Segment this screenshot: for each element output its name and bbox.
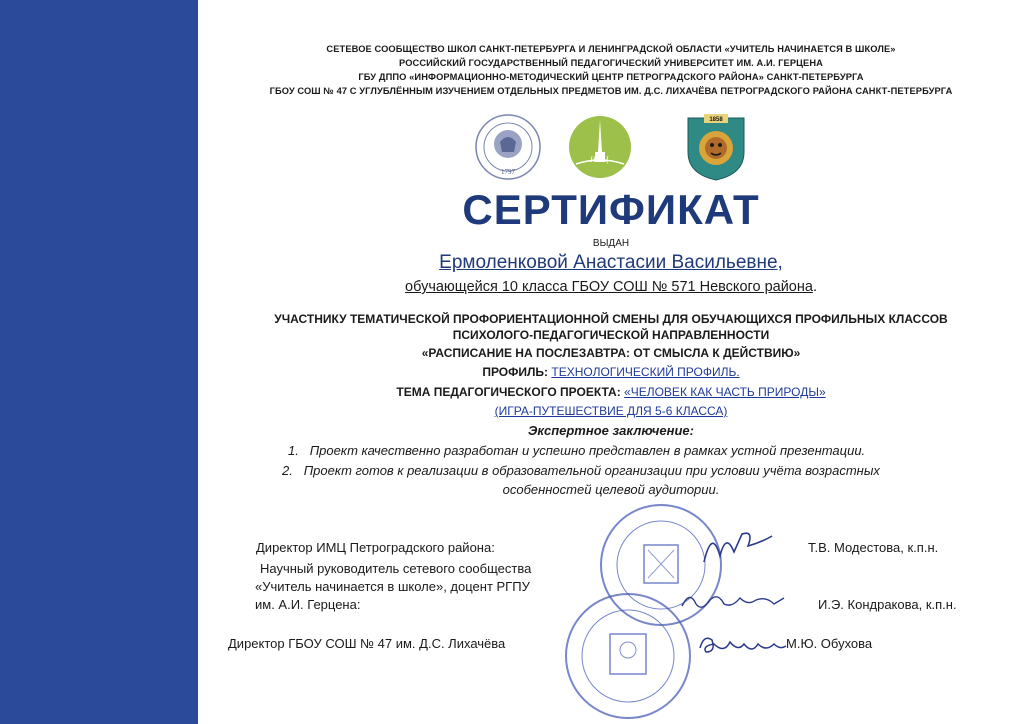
signature-modestova [698, 522, 778, 572]
event-line-2: ПСИХОЛОГО-ПЕДАГОГИЧЕСКОЙ НАПРАВЛЕННОСТИ [452, 328, 770, 342]
certificate-title: СЕРТИФИКАТ [462, 186, 760, 233]
conclusion-item-2-cont: особенностей целевой аудитории. [502, 482, 720, 497]
topic-line [198, 385, 1024, 399]
sig-imc-role: Директор ИМЦ Петроградского района: [256, 540, 495, 555]
item-number: 2. [282, 463, 293, 478]
topic-sub: (ИГРА-ПУТЕШЕСТВИЕ ДЛЯ 5-6 КЛАССА) [494, 404, 728, 418]
recipient-info: обучающейся 10 класса ГБОУ СОШ № 571 Невского района [405, 279, 813, 295]
item-text: Проект качественно разработан и успешно представлен в рамках устной презентации. [309, 443, 866, 458]
certificate-page [198, 0, 1024, 724]
sig-sci-role-3: им. А.И. Герцена: [255, 597, 361, 612]
side-band [0, 0, 198, 724]
signature-obukhova [694, 628, 790, 662]
imc-logo [568, 112, 632, 182]
item-number: 1. [288, 443, 299, 458]
org-line-2: РОССИЙСКИЙ ГОСУДАРСТВЕННЫЙ ПЕДАГОГИЧЕСКИЙ УНИВЕРСИТЕТ ИМ. А.И. ГЕРЦЕНА [399, 58, 823, 68]
conclusion-item-2 [282, 463, 880, 478]
signature-kondrakova [678, 586, 788, 616]
topic-sub-line [198, 404, 1024, 418]
topic-value: «ЧЕЛОВЕК КАК ЧАСТЬ ПРИРОДЫ» [624, 385, 826, 399]
sig-sci-role-1: Научный руководитель сетевого сообщества [260, 561, 532, 576]
org-line-4: ГБОУ СОШ № 47 С УГЛУБЛЁННЫМ ИЗУЧЕНИЕМ ОТДЕЛЬНЫХ ПРЕДМЕТОВ ИМ. Д.С. ЛИХАЧЁВА ПЕТРОГРАДСКОГО РАЙОНА САНКТ-ПЕТЕРБУРГА [269, 86, 953, 96]
sig-sci-name: И.Э. Кондракова, к.п.н. [818, 597, 957, 612]
profile-line [198, 365, 1024, 379]
item-text: Проект готов к реализации в образовательной организации при условии учёта возрастных [303, 463, 880, 478]
herzen-university-logo [470, 112, 546, 182]
logos-row [198, 112, 1024, 184]
sig-imc-name: Т.В. Модестова, к.п.н. [808, 540, 939, 555]
conclusion-title: Экспертное заключение: [528, 423, 694, 438]
recipient-name-line [198, 252, 1024, 274]
sig-school-name: М.Ю. Обухова [786, 636, 873, 651]
conclusion-item-1 [288, 443, 865, 458]
info-period: . [812, 279, 817, 295]
herzen-year: 1797 [501, 168, 515, 176]
recipient-info-line [198, 279, 1024, 295]
recipient-name: Ермоленковой Анастасии Васильевне [439, 252, 778, 273]
event-line-3: «РАСПИСАНИЕ НА ПОСЛЕЗАВТРА: ОТ СМЫСЛА К ДЕЙСТВИЮ» [421, 346, 801, 360]
event-line-1: УЧАСТНИКУ ТЕМАТИЧЕСКОЙ ПРОФОРИЕНТАЦИОННОЙ СМЕНЫ ДЛЯ ОБУЧАЮЩИХСЯ ПРОФИЛЬНЫХ КЛАССОВ [274, 312, 948, 326]
school-year: 1858 [709, 117, 723, 123]
sig-sci-role-2: «Учитель начинается в школе», доцент РГПУ [255, 579, 530, 594]
sig-school-role: Директор ГБОУ СОШ № 47 им. Д.С. Лихачёва [228, 636, 506, 651]
stamp-school [558, 586, 698, 724]
org-line-1: СЕТЕВОЕ СООБЩЕСТВО ШКОЛ САНКТ-ПЕТЕРБУРГА И ЛЕНИНГРАДСКОЙ ОБЛАСТИ «УЧИТЕЛЬ НАЧИНАЕТСЯ В ШКОЛЕ» [326, 44, 896, 54]
imc-label: ИМЦ [590, 155, 609, 164]
profile-label: ПРОФИЛЬ: [482, 365, 549, 379]
school-47-crest [680, 112, 752, 182]
topic-label: ТЕМА ПЕДАГОГИЧЕСКОГО ПРОЕКТА: [396, 385, 621, 399]
name-comma: , [777, 252, 783, 273]
org-line-3: ГБУ ДППО «ИНФОРМАЦИОННО-МЕТОДИЧЕСКИЙ ЦЕНТР ПЕТРОГРАДСКОГО РАЙОНА» САНКТ-ПЕТЕРБУРГА [358, 72, 864, 82]
profile-value: ТЕХНОЛОГИЧЕСКИЙ ПРОФИЛЬ. [551, 365, 740, 379]
issued-label: ВЫДАН [592, 238, 630, 249]
